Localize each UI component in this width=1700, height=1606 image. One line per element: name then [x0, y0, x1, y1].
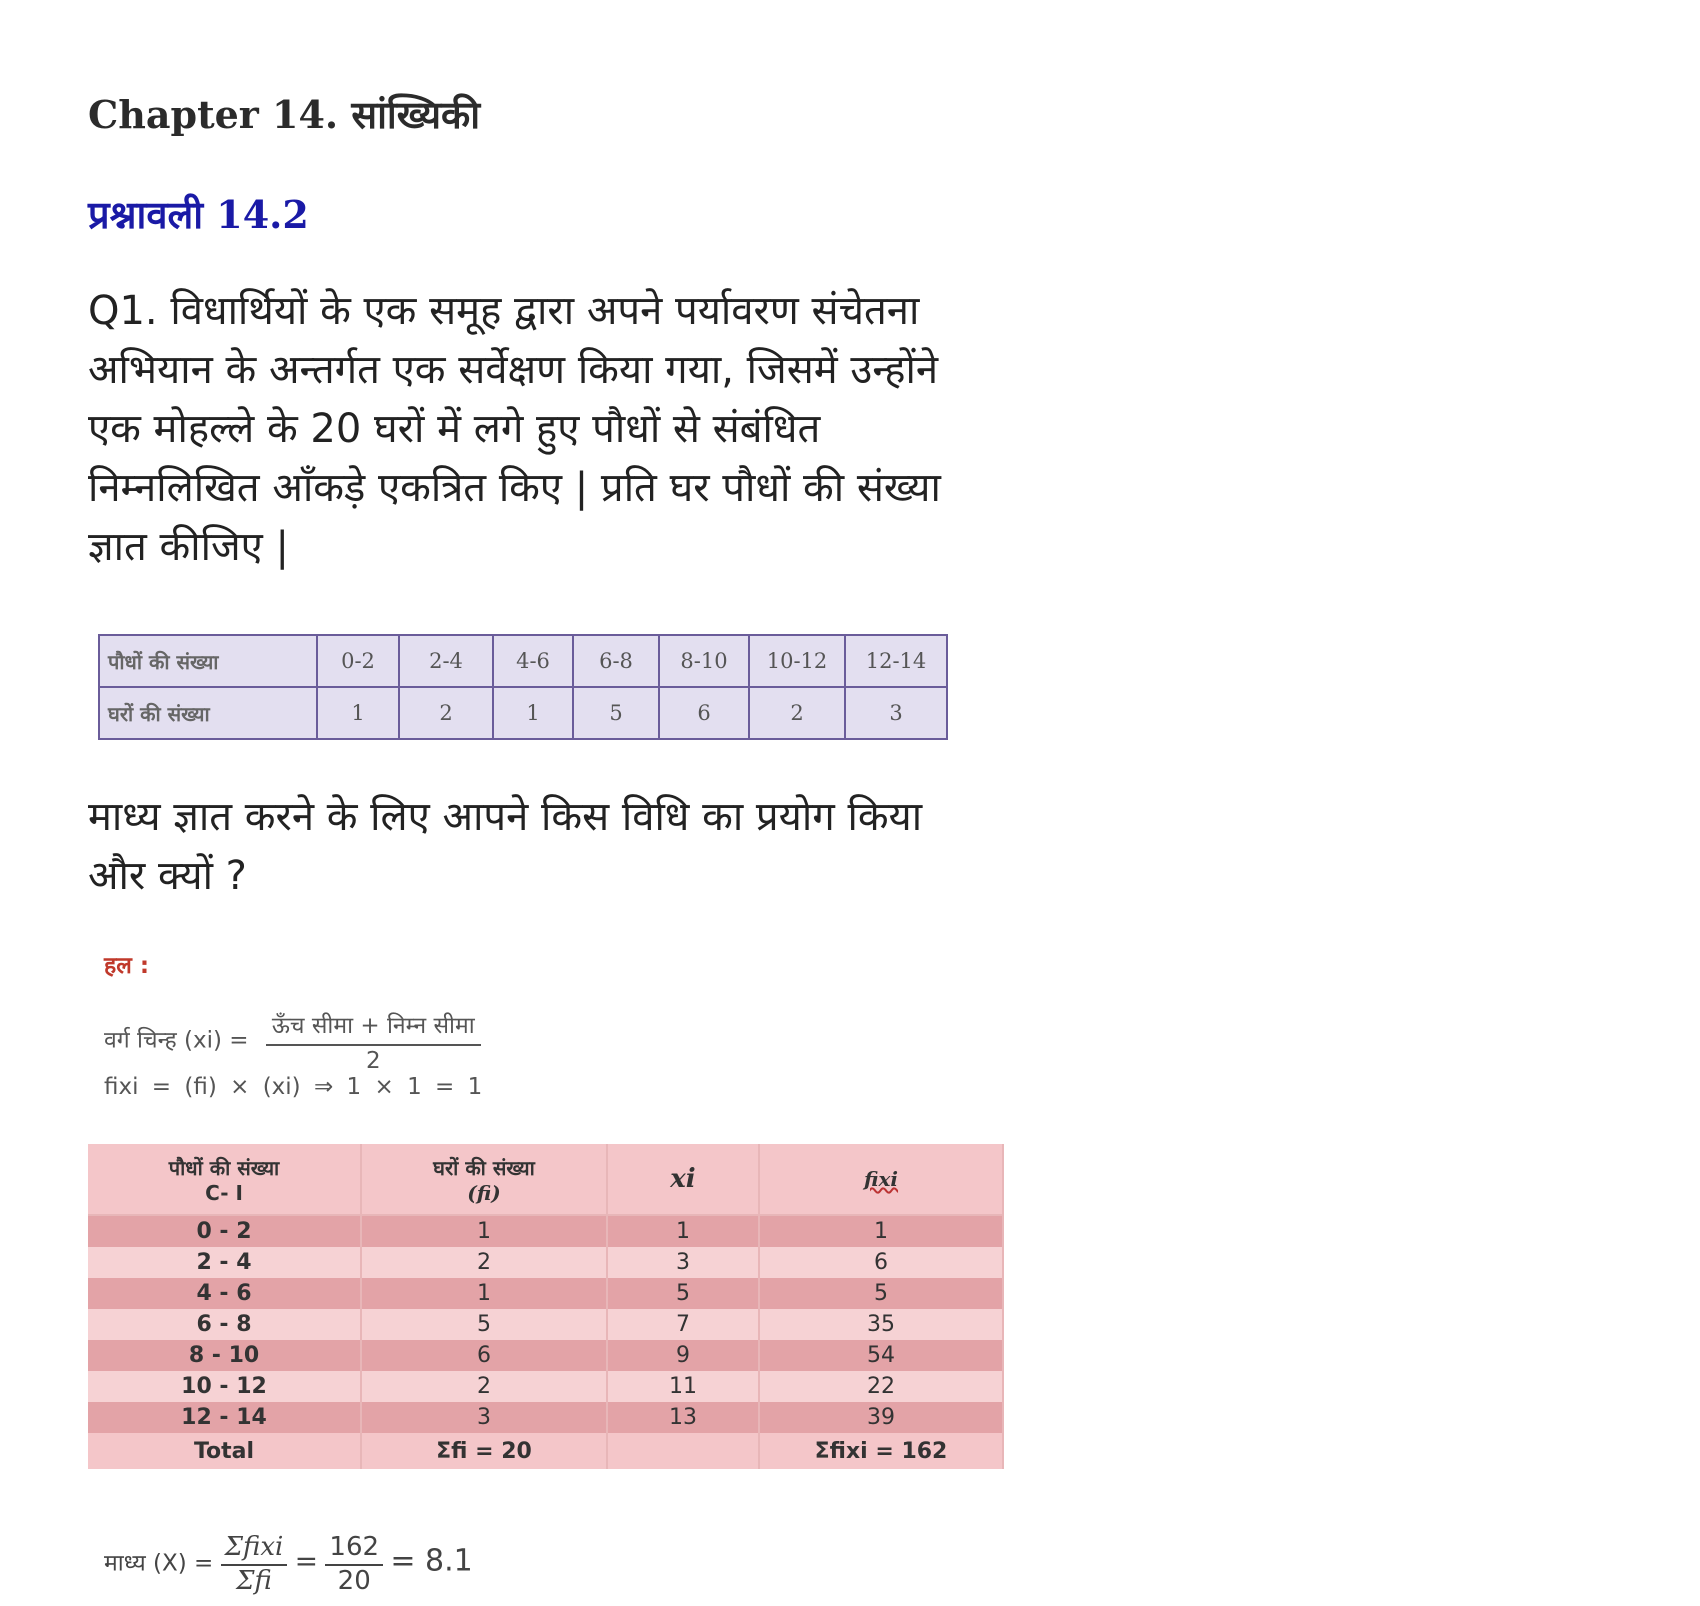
total-xi-empty	[607, 1433, 759, 1469]
fraction-numerator: ऊँच सीमा + निम्न सीमा	[266, 1008, 481, 1046]
table-total-row	[88, 1433, 1003, 1469]
table-row: 10 - 12 2 11 22	[88, 1371, 1003, 1402]
fixi-formula: fixi = (fi) × (xi) ⇒ 1 × 1 = 1	[104, 1074, 483, 1100]
class-mark-lhs: वर्ग चिन्ह (xi) =	[104, 1027, 249, 1054]
question-line: एक मोहल्ले के 20 घरों में लगे हुए पौधों से संबंधित	[88, 406, 821, 452]
table-row: 12 - 14 3 13 39	[88, 1402, 1003, 1433]
class-cell: 0-2	[317, 635, 399, 687]
table-row: 8 - 10 6 9 54	[88, 1340, 1003, 1371]
houses-cell: 6	[659, 687, 749, 739]
question-line: निम्नलिखित आँकड़े एकत्रित किए | प्रति घर पौधों की संख्या	[88, 465, 941, 511]
header-class-interval: पौधों की संख्या C- I	[88, 1144, 361, 1215]
question-text	[88, 282, 1218, 577]
mean-fraction-numeric	[325, 1532, 383, 1596]
houses-cell: 1	[317, 687, 399, 739]
header-houses: घरों की संख्या (fi)	[361, 1144, 607, 1215]
question-line: अभियान के अन्तर्गत एक सर्वेक्षण किया गया, जिसमें उन्होंने	[88, 347, 939, 393]
table-row: 0 - 2 1 1 1	[88, 1215, 1003, 1247]
houses-cell: 2	[749, 687, 845, 739]
class-mark-formula	[104, 1008, 481, 1074]
total-fixi: Σfixi = 162	[759, 1433, 1003, 1469]
class-cell: 6-8	[573, 635, 659, 687]
houses-cell: 5	[573, 687, 659, 739]
total-label: Total	[88, 1433, 361, 1469]
mean-numerator-numeric: 162	[325, 1532, 383, 1566]
data-table	[98, 634, 948, 740]
sub-question-line: माध्य ज्ञात करने के लिए आपने किस विधि का प्रयोग किया	[88, 794, 923, 840]
mean-fraction-symbolic	[221, 1532, 288, 1596]
table-row: 2 - 4 2 3 6	[88, 1247, 1003, 1278]
data-table-row-houses	[99, 687, 947, 739]
sub-question-line: और क्यों ?	[88, 853, 247, 899]
class-mark-fraction	[266, 1008, 481, 1074]
mean-denominator-symbolic: Σfi	[236, 1566, 272, 1596]
header-xi: xi	[607, 1144, 759, 1215]
row-label-houses: घरों की संख्या	[99, 687, 317, 739]
solution-table-header	[88, 1144, 1003, 1215]
class-cell: 12-14	[845, 635, 947, 687]
data-table-row-plants	[99, 635, 947, 687]
exercise-title: प्रश्नावली 14.2	[88, 192, 309, 237]
solution-label: हल :	[104, 953, 150, 979]
houses-cell: 2	[399, 687, 493, 739]
header-fixi: fixi	[759, 1144, 1003, 1215]
total-fi: Σfi = 20	[361, 1433, 607, 1469]
solution-table	[88, 1144, 1004, 1469]
row-label-plants: पौधों की संख्या	[99, 635, 317, 687]
equals-sign: =	[294, 1544, 319, 1578]
question-line: ज्ञात कीजिए |	[88, 524, 289, 570]
class-cell: 4-6	[493, 635, 573, 687]
class-cell: 8-10	[659, 635, 749, 687]
mean-denominator-numeric: 20	[337, 1566, 371, 1596]
mean-numerator-symbolic: Σfixi	[221, 1532, 288, 1566]
chapter-title: Chapter 14. सांख्यिकी	[88, 92, 481, 137]
sub-question-text	[88, 788, 1218, 906]
houses-cell: 1	[493, 687, 573, 739]
mean-result: = 8.1	[390, 1543, 473, 1579]
fraction-denominator: 2	[365, 1048, 381, 1074]
houses-cell: 3	[845, 687, 947, 739]
class-cell: 2-4	[399, 635, 493, 687]
table-row: 6 - 8 5 7 35	[88, 1309, 1003, 1340]
mean-formula	[104, 1532, 473, 1596]
class-cell: 10-12	[749, 635, 845, 687]
mean-lhs: माध्य (X) =	[104, 1550, 214, 1577]
question-line: Q1. विधार्थियों के एक समूह द्वारा अपने पर्यावरण संचेतना	[88, 288, 920, 334]
table-row: 4 - 6 1 5 5	[88, 1278, 1003, 1309]
